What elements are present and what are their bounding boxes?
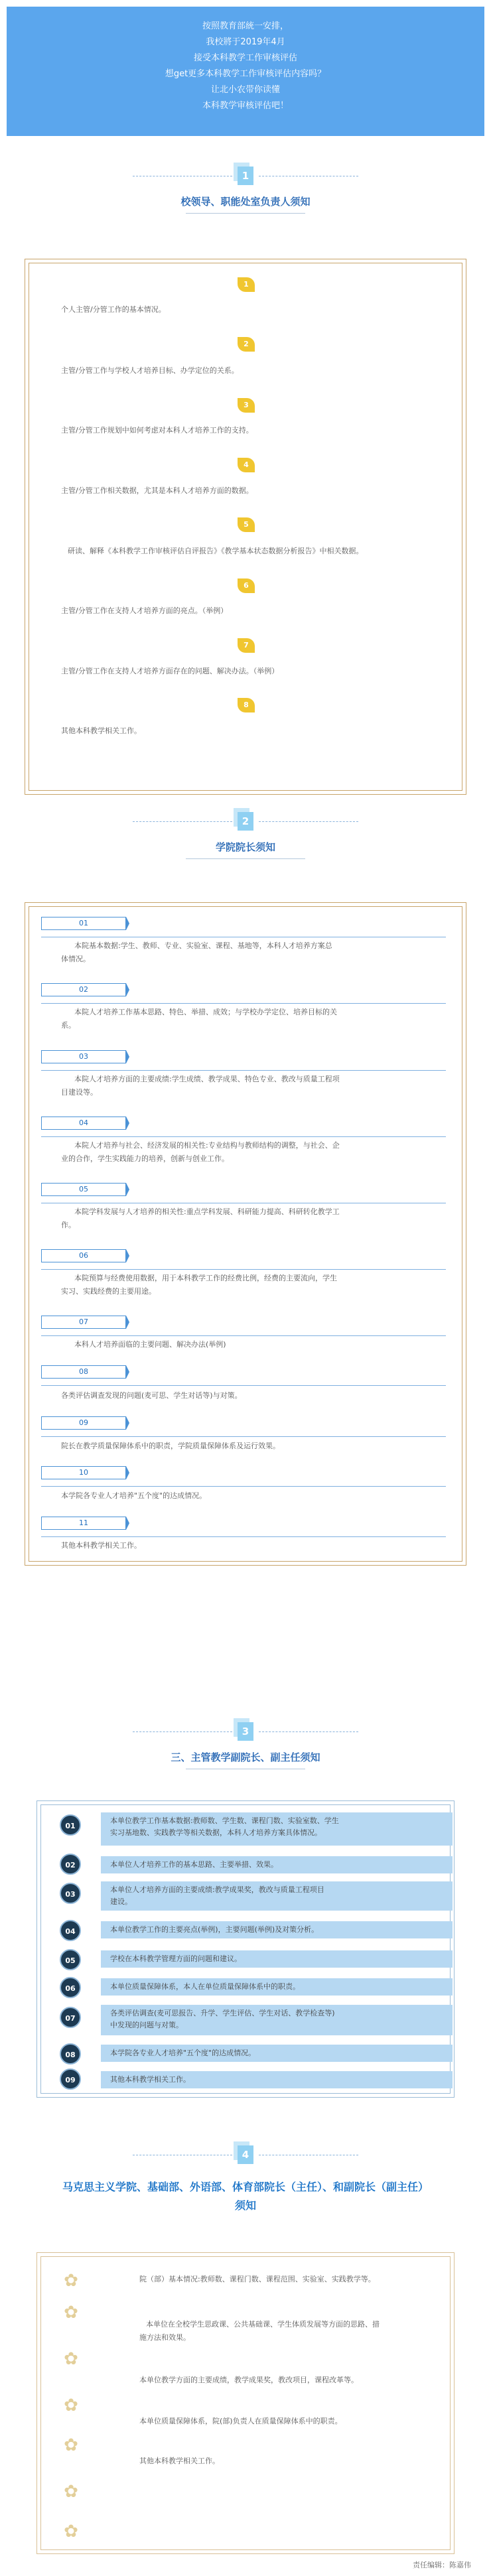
banner-line: 按照教育部統一安排， bbox=[202, 21, 289, 31]
number-pill: 06 bbox=[60, 1977, 81, 1998]
list-item: 本院人才培养方面的主要成绩:学生成绩、教学成果、特色专业、教改与质量工程项 目建设等。 bbox=[61, 1075, 340, 1097]
list-item: 本单位人才培养方面的主要成绩:教学成果奖，教改与质量工程项目 建设。 bbox=[101, 1881, 453, 1911]
list-item: 各类评估调查(麦可思报告、升学、学生评估、学生对话、教学检查等) 中发现的问题与对策。 bbox=[101, 2005, 453, 2035]
leaf-number-badge: 1 bbox=[238, 277, 255, 292]
list-item: 本科人才培养面临的主要问题、解决办法(举例) bbox=[74, 1340, 226, 1349]
list-item: 院（部）基本情况:教师数、课程门数、课程范围、实验室、实践教学等。 bbox=[139, 2275, 376, 2283]
item-tag: 05 bbox=[41, 1183, 126, 1196]
section-number: 4 bbox=[238, 2145, 253, 2164]
seal-icon: ✿ bbox=[64, 2482, 78, 2502]
number-pill: 03 bbox=[60, 1883, 81, 1904]
list-item: 其他本科教学相关工作。 bbox=[61, 726, 141, 735]
leaf-number-badge: 6 bbox=[238, 578, 255, 593]
section-title: 学院院长须知 bbox=[215, 841, 275, 853]
section-number: 1 bbox=[238, 167, 253, 185]
item-tag: 04 bbox=[41, 1117, 126, 1130]
list-item: 本院基本数据:学生、教师、专业、实验室、课程、基地等，本科人才培养方案总 体情况。 bbox=[61, 941, 332, 963]
section-4-frame bbox=[36, 2252, 455, 2554]
list-item: 主管/分管工作在支持人才培养方面的亮点。（举例） bbox=[61, 606, 228, 615]
item-tag: 07 bbox=[41, 1316, 126, 1329]
item-tag: 11 bbox=[41, 1517, 126, 1530]
list-item: 其他本科教学相关工作。 bbox=[101, 2071, 453, 2088]
seal-icon: ✿ bbox=[64, 2303, 78, 2323]
section-number: 2 bbox=[238, 812, 253, 831]
leaf-number-badge: 3 bbox=[238, 398, 255, 413]
leaf-number-badge: 5 bbox=[238, 517, 255, 532]
number-pill: 05 bbox=[60, 1949, 81, 1970]
leaf-number-badge: 2 bbox=[238, 337, 255, 352]
number-pill: 08 bbox=[60, 2043, 81, 2065]
list-item: 本单位人才培养工作的基本思路、主要举措、效果。 bbox=[101, 1856, 453, 1873]
list-item: 个人主管/分管工作的基本情况。 bbox=[61, 305, 166, 314]
banner-line: 我校將于2019年4月 bbox=[206, 37, 285, 47]
list-item: 本院预算与经费使用数据，用于本科教学工作的经费比例，经费的主要流向，学生 实习、实践经费的主要用途。 bbox=[61, 1274, 337, 1296]
item-tag: 02 bbox=[41, 983, 126, 996]
section-1-header bbox=[0, 163, 491, 214]
number-pill: 07 bbox=[60, 2007, 81, 2028]
list-item: 院长在教学质量保障体系中的职责，学院质量保障体系及运行效果。 bbox=[61, 1442, 280, 1450]
leaf-number-badge: 4 bbox=[238, 458, 255, 472]
list-item: 本院人才培养与社会、经济发展的相关性:专业结构与教师结构的调整，与社会、企 业的合作，学生实践能力的培养，创新与创业工作。 bbox=[61, 1141, 340, 1163]
footer-editor: 责任编辑：陈嘉伟 bbox=[413, 2561, 471, 2569]
banner-line: 本科教学审核评估吧！ bbox=[202, 101, 289, 111]
list-item: 主管/分管工作规划中如何考虑对本科人才培养工作的支持。 bbox=[61, 426, 253, 435]
list-item: 其他本科教学相关工作。 bbox=[61, 1541, 141, 1550]
section-4-header bbox=[0, 2141, 491, 2168]
list-item: 主管/分管工作相关数据，尤其是本科人才培养方面的数据。 bbox=[61, 486, 253, 495]
intro-banner bbox=[7, 7, 484, 136]
list-item: 其他本科教学相关工作。 bbox=[139, 2457, 220, 2465]
leaf-number-badge: 8 bbox=[238, 698, 255, 712]
item-tag: 01 bbox=[41, 917, 126, 930]
seal-icon: ✿ bbox=[64, 2435, 78, 2455]
list-item: 本单位在全校学生思政课、公共基础课、学生体质发展等方面的思路、措 施方法和效果。 bbox=[139, 2320, 380, 2342]
leaf-number-badge: 7 bbox=[238, 638, 255, 653]
section-title: 马克思主义学院、基础部、外语部、体育部院长（主任）、和副院长（副主任） 须知 bbox=[62, 2181, 429, 2212]
number-pill: 02 bbox=[60, 1854, 81, 1875]
seal-icon: ✿ bbox=[64, 2271, 78, 2291]
seal-icon: ✿ bbox=[64, 2349, 78, 2369]
section-2-header bbox=[0, 808, 491, 859]
number-pill: 09 bbox=[60, 2068, 81, 2090]
banner-line: 让北小农带你读懂 bbox=[210, 85, 280, 95]
section-3-header bbox=[0, 1718, 491, 1769]
seal-icon: ✿ bbox=[64, 2522, 78, 2542]
list-item: 本学院各专业人才培养"五个度"的达成情况。 bbox=[61, 1491, 207, 1500]
number-pill: 01 bbox=[60, 1814, 81, 1836]
list-item: 学校在本科教学管理方面的问题和建议。 bbox=[101, 1950, 453, 1968]
number-pill: 04 bbox=[60, 1920, 81, 1941]
list-item: 本单位质量保障体系，本人在单位质量保障体系中的职责。 bbox=[101, 1978, 453, 1996]
item-tag: 08 bbox=[41, 1365, 126, 1379]
list-item: 本单位教学方面的主要成绩，教学成果奖，教改项目，课程改革等。 bbox=[139, 2376, 358, 2384]
list-item: 各类评估调查发现的问题(麦可思、学生对话等)与对策。 bbox=[61, 1391, 242, 1400]
item-tag: 10 bbox=[41, 1466, 126, 1479]
item-tag: 03 bbox=[41, 1050, 126, 1063]
list-item: 本单位质量保障体系，院(部)负责人在质量保障体系中的职责。 bbox=[139, 2417, 342, 2425]
section-title: 三、主管教学副院长、副主任须知 bbox=[171, 1751, 320, 1763]
list-item: 本院人才培养工作基本思路、特色、举措、成效；与学校办学定位、培养目标的关 系。 bbox=[61, 1008, 337, 1030]
list-item: 本单位教学工作基本数据:教师数、学生数、课程门数、实验室数、学生 实习基地数、实践教学等相关数据，本科人才培养方案具体情况。 bbox=[101, 1812, 453, 1846]
list-item: 主管/分管工作与学校人才培养目标、办学定位的关系。 bbox=[61, 366, 239, 375]
banner-line: 想get更多本科教学工作审核评估内容吗？ bbox=[165, 69, 326, 79]
list-item: 本单位教学工作的主要亮点(举例)，主要问题(举例)及对策分析。 bbox=[101, 1921, 453, 1938]
item-tag: 09 bbox=[41, 1416, 126, 1430]
list-item: 本院学科发展与人才培养的相关性:重点学科发展、科研能力提高、科研转化教学工 作。 bbox=[61, 1207, 340, 1229]
banner-line: 接受本科教学工作审核评估 bbox=[193, 53, 297, 63]
seal-icon: ✿ bbox=[64, 2396, 78, 2415]
section-number: 3 bbox=[238, 1722, 253, 1741]
list-item: 主管/分管工作在支持人才培养方面存在的问题、解决办法。（举例） bbox=[61, 667, 279, 675]
section-title: 校领导、职能处室负责人须知 bbox=[180, 196, 311, 208]
list-item: 研读、解释《本科教学工作审核评估自评报告》《教学基本状态数据分析报告》中相关数据。 bbox=[68, 547, 364, 555]
list-item: 本学院各专业人才培养"五个度"的达成情况。 bbox=[101, 2045, 453, 2062]
item-tag: 06 bbox=[41, 1249, 126, 1262]
